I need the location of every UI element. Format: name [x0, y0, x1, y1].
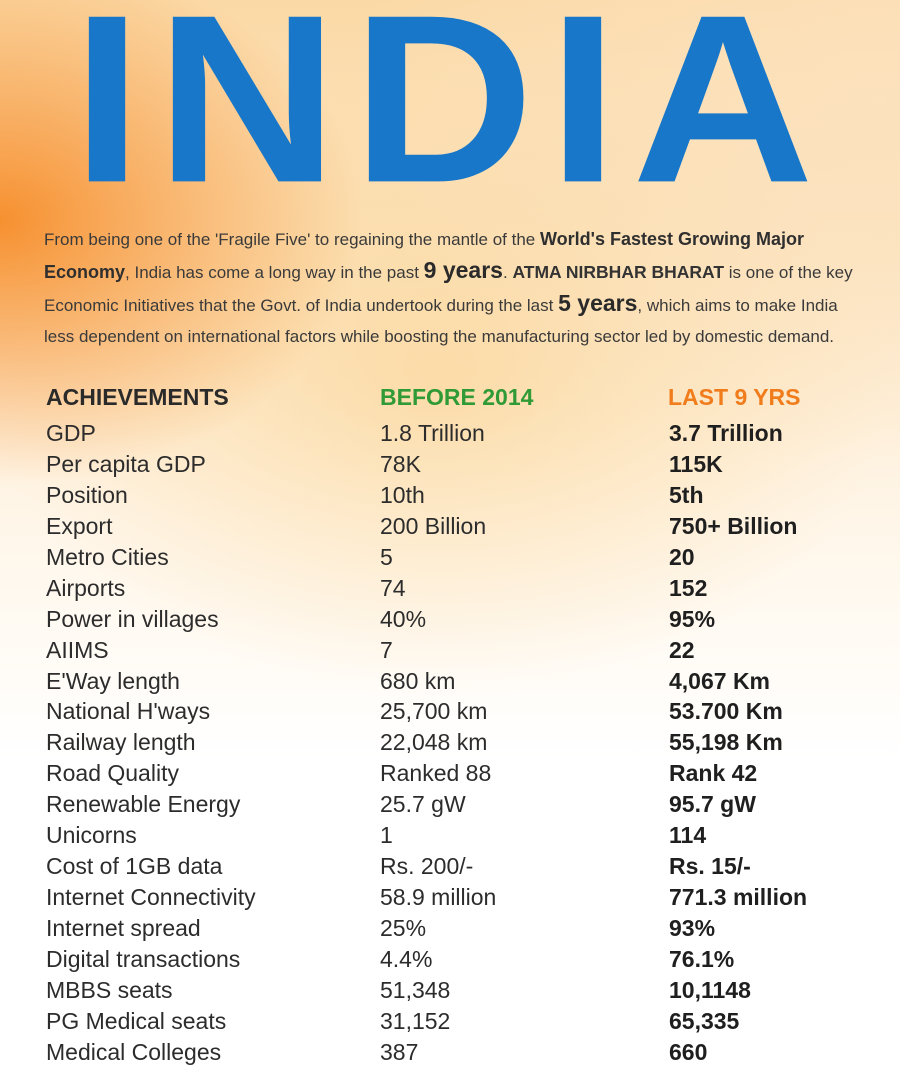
- row-label: Metro Cities: [46, 543, 169, 570]
- row-last-9-yrs: 4,067 Km: [669, 667, 771, 694]
- row-before-2014: 1.8 Trillion: [380, 420, 485, 446]
- row-last-9-yrs: 22: [669, 636, 695, 663]
- row-before-2014: 25.7 gW: [380, 791, 466, 818]
- row-label: MBBS seats: [46, 976, 173, 1003]
- row-last-9-yrs: 114: [669, 822, 707, 849]
- table-row: [46, 944, 866, 975]
- intro-highlight-5-years: 5 years: [558, 290, 638, 316]
- row-before-2014: 7: [380, 636, 393, 663]
- row-label: Internet Connectivity: [46, 884, 256, 911]
- table-row: [46, 1037, 866, 1068]
- row-before-2014: 4.4%: [380, 945, 433, 972]
- row-label: Digital transactions: [46, 945, 241, 972]
- row-before-2014: 25,700 km: [380, 698, 488, 725]
- table-row: [46, 604, 866, 635]
- table-row: [46, 511, 866, 542]
- table-row: [46, 913, 866, 944]
- row-last-9-yrs: 53.700 Km: [669, 698, 783, 725]
- row-before-2014: 51,348: [380, 976, 451, 1003]
- table-row: [46, 975, 866, 1006]
- row-label: National H'ways: [46, 698, 211, 725]
- row-last-9-yrs: 95%: [669, 605, 716, 632]
- row-last-9-yrs: 771.3 million: [669, 884, 808, 911]
- row-last-9-yrs: 750+ Billion: [669, 512, 798, 539]
- table-row: [46, 449, 866, 480]
- table-row: [46, 666, 866, 697]
- header-before-2014: BEFORE 2014: [380, 384, 534, 410]
- row-label: Cost of 1GB data: [46, 853, 223, 880]
- row-last-9-yrs: 5th: [669, 481, 704, 508]
- intro-highlight-economy: World's Fastest Growing Major Economy: [44, 229, 804, 282]
- table-row: [46, 820, 866, 851]
- table-row: [46, 635, 866, 666]
- row-label: Position: [46, 481, 128, 508]
- intro-highlight-9-years: 9 years: [423, 257, 503, 283]
- intro-text-3: .: [502, 263, 508, 282]
- row-last-9-yrs: 93%: [669, 915, 716, 941]
- table-row: [46, 851, 866, 882]
- row-last-9-yrs: 20: [669, 543, 695, 570]
- achievements-table: [46, 418, 866, 1068]
- row-last-9-yrs: 76.1%: [669, 945, 735, 972]
- row-before-2014: 22,048 km: [380, 729, 488, 756]
- row-before-2014: 5: [380, 543, 393, 570]
- row-label: Renewable Energy: [46, 791, 241, 818]
- header-achievements: ACHIEVEMENTS: [46, 384, 229, 410]
- row-label: Airports: [46, 574, 126, 601]
- table-row: [46, 789, 866, 820]
- row-before-2014: Ranked 88: [380, 760, 492, 787]
- row-last-9-yrs: 95.7 gW: [669, 791, 756, 818]
- row-before-2014: 78K: [380, 450, 421, 477]
- row-before-2014: 25%: [380, 915, 427, 941]
- row-last-9-yrs: Rs. 15/-: [669, 853, 751, 880]
- intro-highlight-atma-nirbhar: ATMA NIRBHAR BHARAT: [512, 262, 725, 282]
- table-row: [46, 696, 866, 727]
- intro-text-4: is one of the key Economic Initiatives that the Govt. of India undertook during the last: [44, 263, 853, 315]
- row-before-2014: 40%: [380, 605, 427, 632]
- row-before-2014: 31,152: [380, 1007, 451, 1034]
- row-label: Power in villages: [46, 605, 219, 632]
- intro-paragraph: [44, 224, 859, 352]
- table-row: [46, 573, 866, 604]
- row-label: Railway length: [46, 729, 196, 756]
- row-last-9-yrs: Rank 42: [669, 760, 758, 787]
- header-last-9-yrs: LAST 9 YRS: [668, 384, 801, 410]
- table-row: [46, 542, 866, 573]
- row-label: PG Medical seats: [46, 1007, 227, 1034]
- row-before-2014: 58.9 million: [380, 884, 497, 911]
- table-row: [46, 882, 866, 913]
- row-before-2014: 200 Billion: [380, 512, 487, 539]
- row-before-2014: 387: [380, 1038, 419, 1065]
- row-last-9-yrs: 65,335: [669, 1007, 740, 1034]
- row-before-2014: 1: [380, 822, 393, 849]
- row-label: Medical Colleges: [46, 1038, 222, 1065]
- row-last-9-yrs: 55,198 Km: [669, 729, 783, 756]
- table-row: [46, 480, 866, 511]
- row-last-9-yrs: 115K: [669, 450, 723, 477]
- row-label: GDP: [46, 420, 96, 446]
- intro-text-1: From being one of the 'Fragile Five' to regaining the mantle of the: [44, 230, 536, 249]
- row-label: E'Way length: [46, 667, 180, 694]
- row-label: Export: [46, 512, 113, 539]
- table-row: [46, 727, 866, 758]
- row-label: AIIMS: [46, 636, 109, 663]
- row-before-2014: 74: [380, 574, 406, 601]
- row-label: Unicorns: [46, 822, 137, 849]
- row-last-9-yrs: 10,1148: [669, 976, 751, 1003]
- row-label: Per capita GDP: [46, 450, 206, 477]
- row-last-9-yrs: 3.7 Trillion: [669, 420, 783, 446]
- row-before-2014: Rs. 200/-: [380, 853, 474, 880]
- row-label: Road Quality: [46, 760, 179, 787]
- row-label: Internet spread: [46, 915, 201, 941]
- intro-text-5: , which aims to make India less dependent on international factors while boosting the manufacturing sector led by domestic demand.: [44, 296, 838, 346]
- table-row: [46, 418, 866, 449]
- table-row: [46, 758, 866, 789]
- row-last-9-yrs: 152: [669, 574, 708, 601]
- intro-text-2: , India has come a long way in the past: [125, 263, 419, 282]
- row-before-2014: 680 km: [380, 667, 456, 694]
- table-row: [46, 1006, 866, 1037]
- row-last-9-yrs: 660: [669, 1038, 708, 1065]
- page-title: INDIA: [72, 0, 828, 233]
- row-before-2014: 10th: [380, 481, 425, 508]
